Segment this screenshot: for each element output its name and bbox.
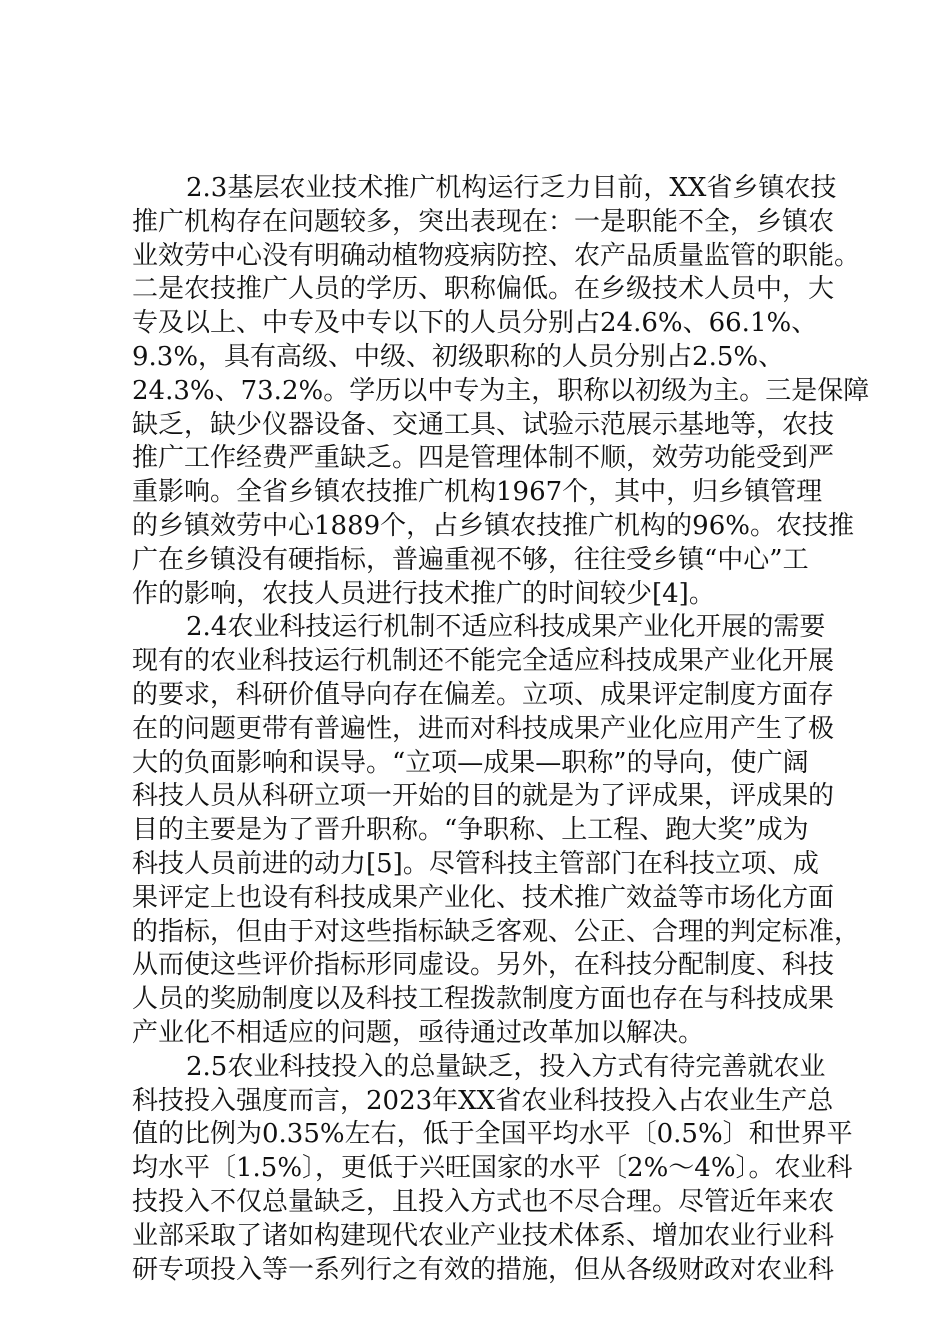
paragraph-line: 在的问题更带有普遍性，进而对科技成果产业化应用产生了极	[132, 713, 835, 744]
paragraph-line: 的要求，科研价值导向存在偏差。立项、成果评定制度方面存	[132, 679, 835, 710]
paragraph-line: 现有的农业科技运行机制还不能完全适应科技成果产业化开展	[132, 646, 835, 677]
paragraph-line: 科技投入强度而言，2023年XX省农业科技投入占农业生产总	[132, 1085, 834, 1116]
paragraph-line: 2.3基层农业技术推广机构运行乏力目前，XX省乡镇农技	[186, 173, 837, 203]
paragraph-line: 作的影响，农技人员进行技术推广的时间较少[4]。	[132, 578, 715, 609]
paragraph-line: 的指标，但由于对这些指标缺乏客观、公正、合理的判定标准，	[132, 916, 861, 947]
paragraph-line: 果评定上也设有科技成果产业化、技术推广效益等市场化方面	[132, 882, 835, 913]
section-2-4	[132, 611, 861, 1050]
paragraph-line: 业部采取了诸如构建现代农业产业技术体系、增加农业行业科	[132, 1220, 835, 1251]
paragraph-line: 科技人员从科研立项一开始的目的就是为了评成果，评成果的	[132, 781, 835, 812]
paragraph-line: 产业化不相适应的问题，亟待通过改革加以解决。	[132, 1017, 705, 1048]
document-body	[132, 172, 870, 1287]
paragraph-line: 推广机构存在问题较多，突出表现在：一是职能不全，乡镇农	[132, 206, 835, 237]
paragraph-line: 2.5农业科技投入的总量缺乏，投入方式有待完善就农业	[186, 1051, 826, 1082]
section-2-5	[132, 1051, 853, 1288]
paragraph-line: 技投入不仅总量缺乏，且投入方式也不尽合理。尽管近年来农	[132, 1186, 835, 1217]
paragraph-line: 大的负面影响和误导。“立项—成果—职称”的导向，使广阔	[132, 747, 809, 778]
paragraph-line: 24.3%、73.2%。学历以中专为主，职称以初级为主。三是保障	[132, 375, 870, 406]
paragraph-line: 2.4农业科技运行机制不适应科技成果产业化开展的需要	[186, 612, 826, 643]
paragraph-line: 人员的奖励制度以及科技工程拨款制度方面也存在与科技成果	[132, 984, 835, 1015]
paragraph-line: 科技人员前进的动力[5]。尽管科技主管部门在科技立项、成	[132, 848, 819, 879]
paragraph-line: 二是农技推广人员的学历、职称偏低。在乡级技术人员中，大	[132, 274, 835, 305]
paragraph-line: 研专项投入等一系列行之有效的措施，但从各级财政对农业科	[132, 1254, 835, 1285]
paragraph-line: 的乡镇效劳中心1889个，占乡镇农技推广机构的96%。农技推	[132, 510, 854, 541]
paragraph-line: 目的主要是为了晋升职称。“争职称、上工程、跑大奖”成为	[132, 815, 809, 846]
paragraph-line: 业效劳中心没有明确动植物疫病防控、农产品质量监管的职能。	[132, 240, 861, 271]
paragraph-line: 专及以上、中专及中专以下的人员分别占24.6%、66.1%、	[132, 308, 818, 339]
section-2-3	[132, 172, 870, 611]
paragraph-line: 缺乏，缺少仪器设备、交通工具、试验示范展示基地等，农技	[132, 409, 835, 440]
paragraph-line: 9.3%，具有高级、中级、初级职称的人员分别占2.5%、	[132, 341, 785, 372]
paragraph-line: 均水平〔1.5%〕，更低于兴旺国家的水平〔2%～4%〕。农业科	[132, 1153, 853, 1184]
paragraph-line: 从而使这些评价指标形同虚设。另外，在科技分配制度、科技	[132, 950, 835, 981]
paragraph-line: 推广工作经费严重缺乏。四是管理体制不顺，效劳功能受到严	[132, 443, 835, 474]
paragraph-line: 值的比例为0.35%左右，低于全国平均水平〔0.5%〕和世界平	[132, 1119, 853, 1150]
paragraph-line: 广在乡镇没有硬指标，普遍重视不够，往往受乡镇“中心”工	[132, 544, 809, 575]
paragraph-line: 重影响。全省乡镇农技推广机构1967个，其中，归乡镇管理	[132, 477, 823, 508]
